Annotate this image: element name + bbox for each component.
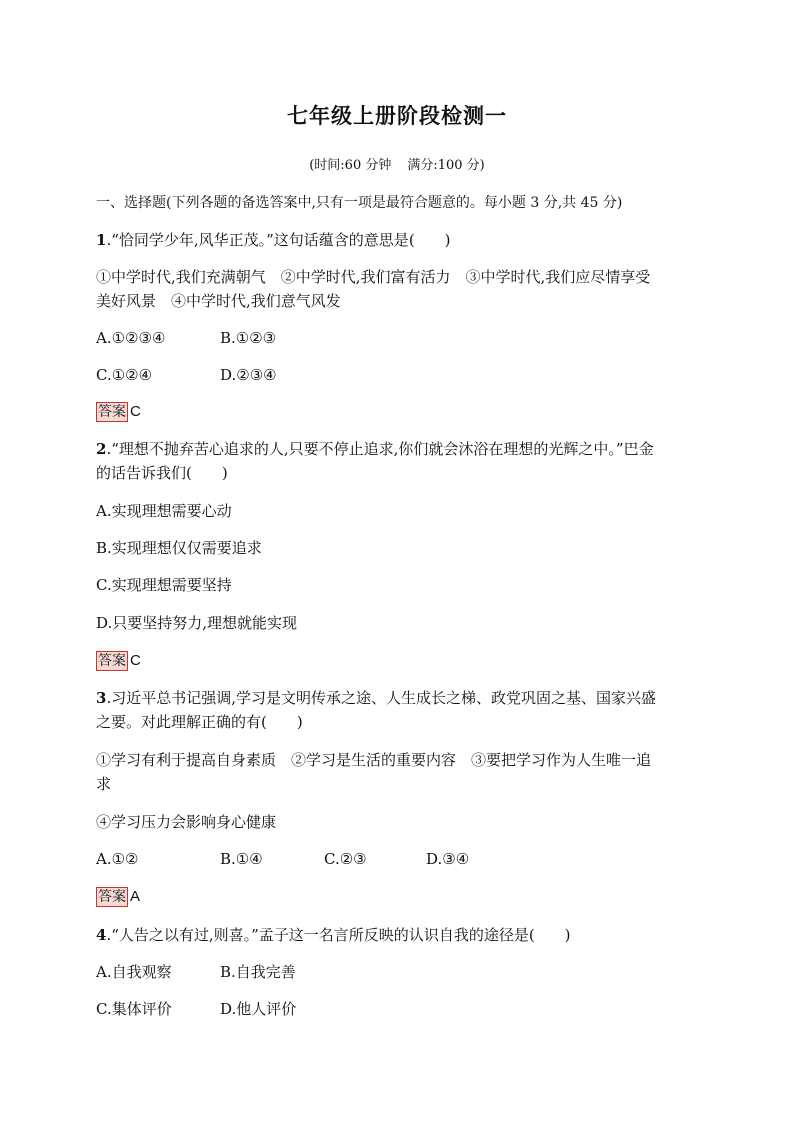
question-3-answer bbox=[96, 884, 696, 909]
question-4-options-row bbox=[96, 997, 696, 1021]
answer-label: 答案 bbox=[98, 889, 126, 905]
exam-meta bbox=[0, 154, 794, 173]
question-1-options-row bbox=[96, 326, 696, 350]
exam-time: (时间:60 分钟 bbox=[309, 158, 392, 173]
question-number: 4 bbox=[96, 926, 107, 944]
question-3-options-row bbox=[96, 847, 696, 871]
option-a: A.①② bbox=[96, 850, 139, 868]
option-d: D.只要坚持努力,理想就能实现 bbox=[96, 614, 298, 632]
option-b: B.①④ bbox=[220, 850, 263, 868]
answer-label: 答案 bbox=[98, 404, 126, 420]
question-4-stem bbox=[96, 923, 696, 947]
question-3-stem bbox=[96, 686, 696, 710]
question-4-options-row bbox=[96, 960, 696, 984]
question-text: .“理想不抛弃苦心追求的人,只要不停止追求,你们就会沐浴在理想的光辉之中。”巴金 bbox=[106, 440, 654, 458]
option-d: D.③④ bbox=[426, 850, 470, 868]
answer-value: C bbox=[130, 652, 141, 669]
option-c: C.实现理想需要坚持 bbox=[96, 576, 232, 594]
question-1-answer bbox=[96, 399, 696, 424]
option-c: C.②③ bbox=[324, 850, 367, 868]
answer-value: A bbox=[130, 888, 141, 905]
option-c: C.集体评价 bbox=[96, 1000, 172, 1018]
option-d: D.②③④ bbox=[220, 366, 277, 384]
exam-score: 满分:100 分) bbox=[407, 158, 485, 173]
option-d: D.他人评价 bbox=[220, 1000, 297, 1018]
question-number: 3 bbox=[96, 689, 107, 707]
question-1-statement: 美好风景 ④中学时代,我们意气风发 bbox=[96, 292, 341, 310]
question-number: 1 bbox=[96, 231, 107, 249]
option-a: A.实现理想需要心动 bbox=[96, 502, 232, 520]
page-title: 七年级上册阶段检测一 bbox=[287, 104, 507, 128]
question-3-statement: 求 bbox=[96, 775, 112, 793]
question-3-stem: 之要。对此理解正确的有( ) bbox=[96, 713, 303, 731]
question-text: .习近平总书记强调,学习是文明传承之途、人生成长之梯、政党巩固之基、国家兴盛 bbox=[106, 689, 656, 707]
question-number: 2 bbox=[96, 440, 107, 458]
question-text: .“人告之以有过,则喜。”孟子这一名言所反映的认识自我的途径是( ) bbox=[106, 926, 571, 944]
answer-label: 答案 bbox=[98, 653, 126, 669]
question-2-stem bbox=[96, 437, 696, 461]
question-1-stem bbox=[96, 228, 696, 252]
option-c: C.①②④ bbox=[96, 366, 153, 384]
question-2-answer bbox=[96, 648, 696, 673]
section-heading: 一、选择题(下列各题的备选答案中,只有一项是最符合题意的。每小题 3 分,共 45 分) bbox=[96, 195, 623, 211]
option-b: B.①②③ bbox=[220, 329, 277, 347]
question-1-options-row bbox=[96, 363, 696, 387]
option-a: A.自我观察 bbox=[96, 963, 172, 981]
option-b: B.实现理想仅仅需要追求 bbox=[96, 539, 262, 557]
question-1-statement: ①中学时代,我们充满朝气 ②中学时代,我们富有活力 ③中学时代,我们应尽情享受 bbox=[96, 268, 651, 286]
question-2-stem: 的话告诉我们( ) bbox=[96, 464, 228, 482]
option-b: B.自我完善 bbox=[220, 963, 296, 981]
answer-value: C bbox=[130, 403, 141, 420]
option-a: A.①②③④ bbox=[96, 329, 166, 347]
question-3-statement: ④学习压力会影响身心健康 bbox=[96, 813, 277, 831]
question-text: .“恰同学少年,风华正茂。”这句话蕴含的意思是( ) bbox=[106, 231, 451, 249]
question-3-statement: ①学习有利于提高自身素质 ②学习是生活的重要内容 ③要把学习作为人生唯一追 bbox=[96, 751, 652, 769]
